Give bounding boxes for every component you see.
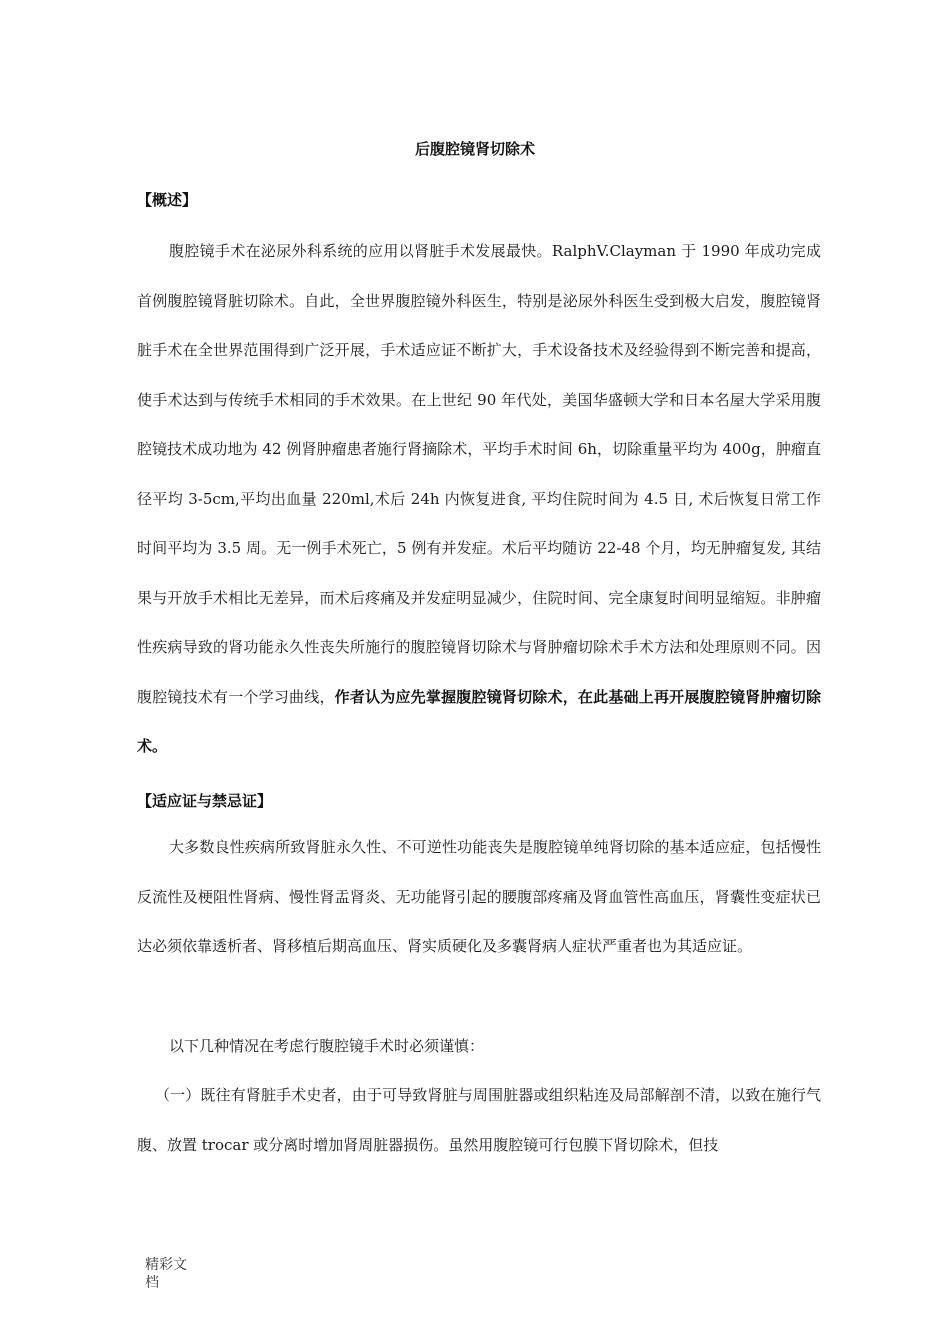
page-footer: 精彩文档 bbox=[145, 1257, 187, 1291]
caution-item-1-paragraph: （一）既往有肾脏手术史者，由于可导致肾脏与周围脏器或组织粘连及局部解剖不清，以致在施行气腹、放置 trocar 或分离时增加肾周脏器损伤。虽然用腹腔镜可行包膜下肾切除术，但技 bbox=[137, 1086, 821, 1154]
caution-intro-paragraph: 以下几种情况在考虑行腹腔镜手术时必须谨慎： bbox=[169, 1037, 485, 1055]
indications-paragraph: 大多数良性疾病所致肾脏永久性、不可逆性功能丧失是腹腔镜单纯肾切除的基本适应症，包括慢性反流性及梗阻性肾病、慢性肾盂肾炎、无功能肾引起的腰腹部疼痛及肾血管性高血压，肾囊性变症状已达必须依靠透析者、肾移植后期高血压、肾实质硬化及多囊肾病人症状严重者也为其适应证。 bbox=[137, 838, 821, 955]
document-title: 后腹腔镜肾切除术 bbox=[414, 140, 535, 158]
overview-emphasis-text: 作者认为应先掌握腹腔镜肾切除术，在此基础上再开展腹腔镜肾肿瘤切除术。 bbox=[137, 687, 821, 755]
section-heading-overview: 【概述】 bbox=[137, 191, 198, 209]
section-heading-indications: 【适应证与禁忌证】 bbox=[137, 792, 273, 810]
overview-paragraph-text: 腹腔镜手术在泌尿外科系统的应用以肾脏手术发展最快。RalphV.Clayman 于 1990 年成功完成首例腹腔镜肾脏切除术。自此，全世界腹腔镜外科医生，特别是泌尿外科医生受到极大启发，腹腔镜肾脏手术在全世界范围得到广泛开展，手术适应证不断扩大，手术设备技术及经验得到不断完善和提高，使手术达到与传统手术相同的手术效果。在上世纪 90 年代处，美国华盛顿大学和日本名屋大学采用腹腔镜技术成功地为 42 例肾肿瘤患者施行肾摘除术，平均手术时间 6h，切除重量平均为 400g，肿瘤直径平均 3-5cm,平均出血量 220ml,术后 24h 内恢复进食, 平均住院时间为 4.5 日, 术后恢复日常工作时间平均为 3.5 周。无一例手术死亡，5 例有并发症。术后平均随访 22-48 个月，均无肿瘤复发, 其结果与开放手术相比无差异，而术后疼痛及并发症明显减少，住院时间、完全康复时间明显缩短。非肿瘤性疾病导致的肾功能永久性丧失所施行的腹腔镜肾切除术与肾肿瘤切除术手术方法和处理原则不同。因腹腔镜技术有一个学习曲线， bbox=[137, 242, 821, 706]
overview-paragraph bbox=[137, 227, 821, 772]
